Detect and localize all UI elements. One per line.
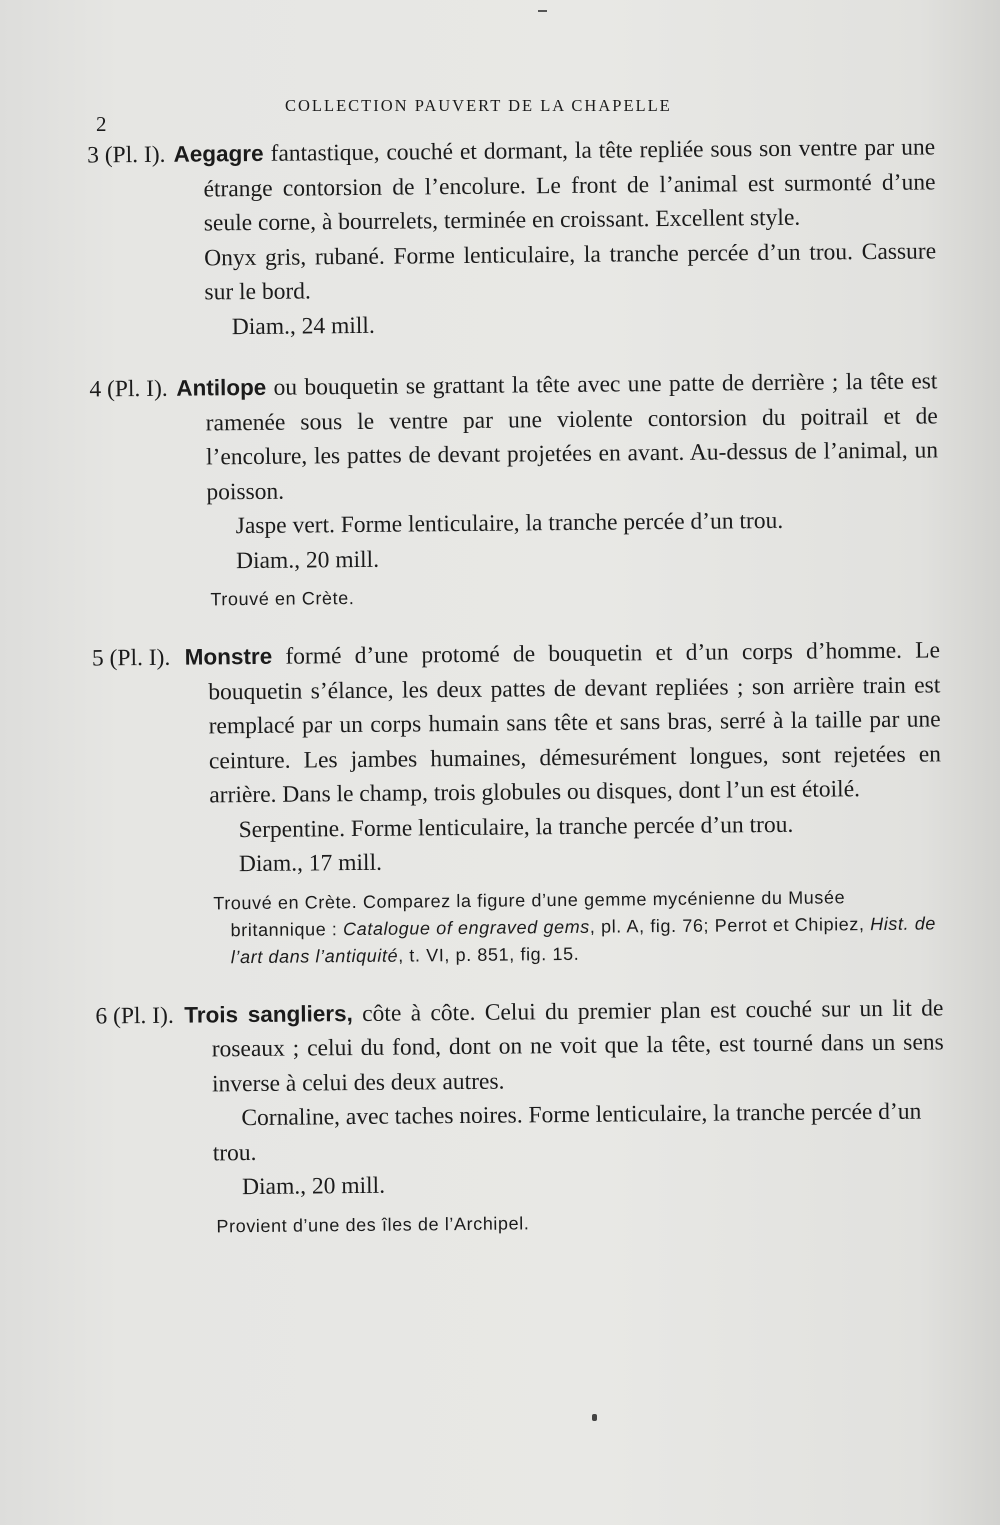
entry-3 [87, 130, 937, 345]
running-head: COLLECTION PAUVERT DE LA CHAPELLE [285, 96, 672, 115]
entry-material: Onyx gris, rubané. Forme lenticulaire, la tranche percée d’un trou. Cassure sur le bord. [204, 237, 937, 306]
catalogue-entries [87, 130, 946, 1267]
entry-term: Monstre [184, 643, 273, 670]
entry-term: Antilope [176, 374, 267, 401]
note-text: Trouvé en Crète. Comparez la figure d’une gemme mycénienne du Musée britannique : [213, 886, 846, 940]
entry-material: Jaspe vert. Forme lenticulaire, la tranche percée d’un trou. [235, 507, 784, 540]
note-text: , t. VI, p. 851, fig. 15. [398, 943, 580, 966]
entry-note [152, 883, 943, 972]
entry-number: 4 (Pl. I). [89, 375, 168, 403]
page-number: 2 [96, 112, 107, 136]
entry-note: Trouvé en Crète. [210, 588, 355, 610]
entry-number: 6 (Pl. I). [95, 1002, 174, 1030]
entry-material: Cornaline, avec taches noires. Forme lenticulaire, la tranche percée d’un trou. [212, 1098, 922, 1166]
entry-text: fantastique, couché et dormant, la tête repliée sous son ventre par une étrange contorsion de l’encolure. Le front de l’animal est surmonté d’une seule corne, à bourrelets, terminée en croissant. Excellent style. [203, 134, 936, 237]
entry-dimensions: Diam., 17 mill. [238, 849, 383, 878]
entry-material: Serpentine. Forme lenticulaire, la tranche percée d’un trou. [238, 811, 794, 843]
ink-mark [592, 1414, 597, 1421]
note-title: Catalogue of engraved gems [342, 916, 590, 939]
entry-number: 3 (Pl. I). [87, 141, 166, 169]
entry-dimensions: Diam., 20 mill. [235, 546, 380, 574]
entry-number: 5 (Pl. I). [91, 644, 171, 672]
entry-description [91, 633, 942, 813]
entry-description [87, 130, 936, 241]
entry-description [95, 991, 944, 1102]
entry-description [89, 364, 939, 510]
note-title: Hist. de l’art dans l’antiquité [230, 912, 937, 967]
entry-4 [89, 364, 939, 614]
entry-5 [91, 633, 943, 971]
entry-text: formé d’une protomé de bouquetin et d’un corps d’homme. Le bouquetin s’élance, les deux pattes de devant repliées ; son arrière train est remplacé par un corps humain sans tête et sans bras, serré à la taille par une ceinture. Les jambes humaines, démesurément longues, sont rejetées en arrière. Dans le champ, trois globules ou disques, dont l’un est étoilé. [208, 637, 942, 809]
note-text: , pl. A, fig. 76; Perrot et Chipiez, [589, 913, 871, 937]
entry-note: Provient d’une des îles de l’Archipel. [216, 1212, 530, 1236]
entry-term: Aegagre [173, 140, 264, 167]
margin-mark [538, 10, 547, 12]
entry-dimensions: Diam., 20 mill. [241, 1172, 386, 1201]
entry-dimensions: Diam., 24 mill. [231, 312, 375, 340]
entry-6 [95, 991, 945, 1241]
entry-term: Trois sangliers, [184, 1000, 353, 1028]
entry-text: ou bouquetin se grattant la tête avec une patte de derrière ; la tête est ramenée sous le ventre par une violente contorsion du poitrail et de l’encolure, les pattes de devant projetées en avant. Au-dessus de l’animal, un poisson. [205, 368, 939, 505]
entry-text: côte à côte. Celui du premier plan est couché sur un lit de roseaux ; celui du fond, dont on ne voit que la tête, est tourné dans un sens inverse à celui des deux autres. [211, 994, 944, 1097]
